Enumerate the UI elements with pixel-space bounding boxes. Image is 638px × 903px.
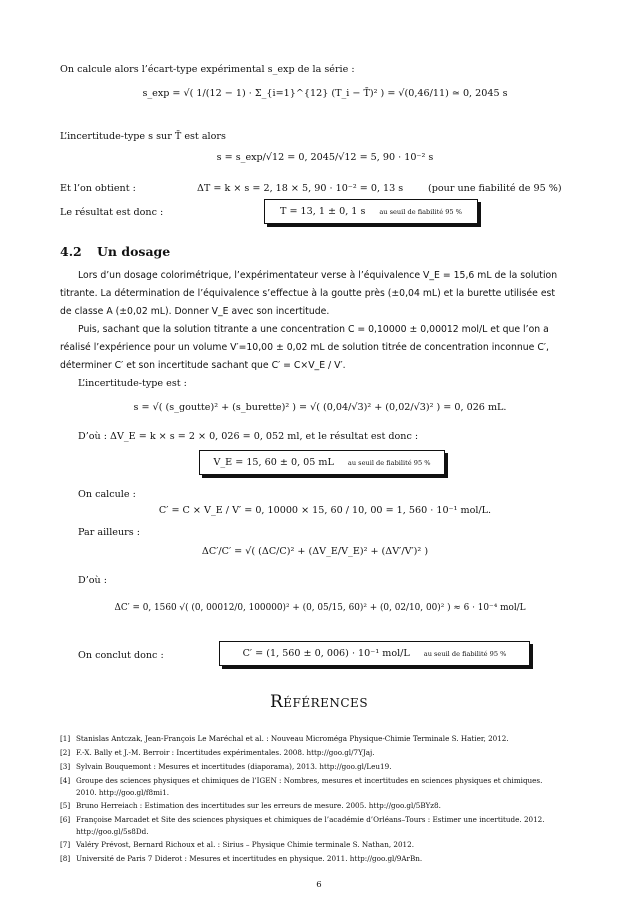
reference-text: Université de Paris 7 Diderot : Mesures et incertitudes en physique. 2011. http://goo.gl/9ArBn. [76, 854, 423, 863]
section-title: Un dosage [97, 244, 171, 259]
formula-s: s = s_exp/√12 = 0, 2045/√12 = 5, 90 · 10⁻² s [216, 152, 434, 163]
section-number: 4.2 [60, 244, 82, 259]
formula-delta-t: ΔT = k × s = 2, 18 × 5, 90 · 10⁻² = 0, 13 s [197, 183, 404, 194]
paragraph-delta-ve: D’où : ΔV_E = k × s = 2 × 0, 026 = 0, 052 ml, et le résultat est donc : [78, 431, 419, 442]
reference-text: Bruno Herreiach : Estimation des incertitudes sur les erreurs de mesure. 2005. http://goo.gl/5BYz8. [76, 801, 441, 810]
formula-s-exp: s_exp = √( 1/(12 − 1) · Σ_{i=1}^{12} (T_i − T̄)² ) = √(0,46/11) ≃ 0, 2045 s [142, 88, 508, 99]
formula-delta-c-prime: ΔC′ = 0, 1560 √( (0, 00012/0, 100000)² + (0, 05/15, 60)² + (0, 02/10, 00)² ) ≈ 6 · 10⁻⁴ mol/L [114, 603, 526, 613]
result-box-c-prime [219, 641, 530, 666]
para2-line1: Puis, sachant que la solution titrante a une concentration C = 0,10000 ± 0,00012 mol/L et que l’on a [78, 324, 549, 335]
para1-line3: de classe A (±0,02 mL). Donner V_E avec son incertitude. [60, 306, 330, 317]
formula-c-prime: C′ = C × V_E / V′ = 0, 10000 × 15, 60 / 10, 00 = 1, 560 · 10⁻¹ mol/L. [158, 505, 492, 516]
para2-line2: réalisé l’expérience pour un volume V′=10,00 ± 0,02 mL de solution titrée de concentration inconnue C′, [60, 342, 549, 353]
reference-text: Valéry Prévost, Bernard Richoux et al. : Sirius – Physique Chimie terminale S. Nathan, 2012. [76, 840, 414, 849]
reference-number: [8] [60, 854, 71, 863]
page-number: 6 [316, 880, 322, 890]
reference-number: [3] [60, 762, 71, 771]
reference-number: [2] [60, 748, 71, 757]
result-box-ve-value: V_E = 15, 60 ± 0, 05 mL [213, 457, 334, 468]
paragraph-par-ailleurs: Par ailleurs : [78, 527, 140, 538]
formula-s-goutte-burette: s = √( (s_goutte)² + (s_burette)² ) = √( (0,04/√3)² + (0,02/√3)² ) = 0, 026 mL. [133, 402, 507, 413]
reference-text-continued: http://goo.gl/5s8Dd. [76, 827, 149, 836]
result-box-ve [199, 450, 445, 475]
reference-text: Françoise Marcadet et Site des sciences physiques et chimiques de l’académie d’Orléans–Tours : Estimer une incertitude. 2012. [76, 815, 545, 824]
reference-number: [4] [60, 776, 71, 785]
paragraph-on-calcule: On calcule : [78, 489, 136, 500]
result-box-c-prime-value: C′ = (1, 560 ± 0, 006) · 10⁻¹ mol/L [242, 648, 410, 659]
result-box-t-note: au seuil de fiabilité 95 % [379, 207, 462, 216]
result-box-t [264, 199, 478, 224]
paragraph-resultat-label: Le résultat est donc : [60, 207, 164, 218]
reference-number: [6] [60, 815, 71, 824]
paragraph-obtient-label: Et l’on obtient : [60, 183, 136, 194]
para1-line1: Lors d’un dosage colorimétrique, l’expérimentateur verse à l’équivalence V_E = 15,6 mL de la solution [78, 270, 558, 281]
paragraph-fiabilite: (pour une fiabilité de 95 %) [428, 183, 562, 194]
result-box-c-prime-note: au seuil de fiabilité 95 % [423, 649, 507, 658]
reference-text: Sylvain Bouquemont : Mesures et incertitudes (diaporama), 2013. http://goo.gl/Leu19. [76, 762, 392, 771]
reference-number: [5] [60, 801, 71, 810]
reference-text: F.-X. Bally et J.-M. Berroir : Incertitudes expérimentales. 2008. http://goo.gl/7YJaj. [76, 748, 375, 757]
para2-line3: déterminer C′ et son incertitude sachant que C′ = C×V_E / V′. [60, 360, 346, 371]
paragraph-dou: D’où : [78, 575, 107, 586]
reference-text-continued: 2010. http://goo.gl/f8mi1. [76, 788, 170, 797]
paragraph-incertitude-type-est: L’incertitude-type est : [78, 378, 187, 389]
paragraph-incertitude-type: L’incertitude-type s sur T̄ est alors [60, 131, 226, 142]
references-title: Références [269, 692, 369, 712]
result-box-ve-note: au seuil de fiabilité 95 % [347, 458, 431, 467]
formula-relative-uncertainty: ΔC′/C′ = √( (ΔC/C)² + (ΔV_E/V_E)² + (ΔV′/V′)² ) [201, 546, 429, 557]
reference-text: Groupe des sciences physiques et chimiques de l’IGEN : Nombres, mesures et incertitudes en sciences physiques et chimiques. [76, 776, 543, 785]
reference-number: [1] [60, 734, 71, 743]
para1-line2: titrante. La détermination de l’équivalence s’effectue à la goutte près (±0,04 mL) et la burette utilisée est [60, 288, 556, 299]
result-box-t-value: T = 13, 1 ± 0, 1 s [280, 206, 366, 217]
reference-number: [7] [60, 840, 71, 849]
reference-text: Stanislas Antczak, Jean-François Le Maréchal et al. : Nouveau Microméga Physique-Chimie Terminale S. Hatier, 2012. [76, 734, 509, 743]
intro-paragraph: On calcule alors l’écart-type expérimental s_exp de la série : [60, 64, 355, 75]
paragraph-on-conclut: On conclut donc : [78, 650, 164, 661]
